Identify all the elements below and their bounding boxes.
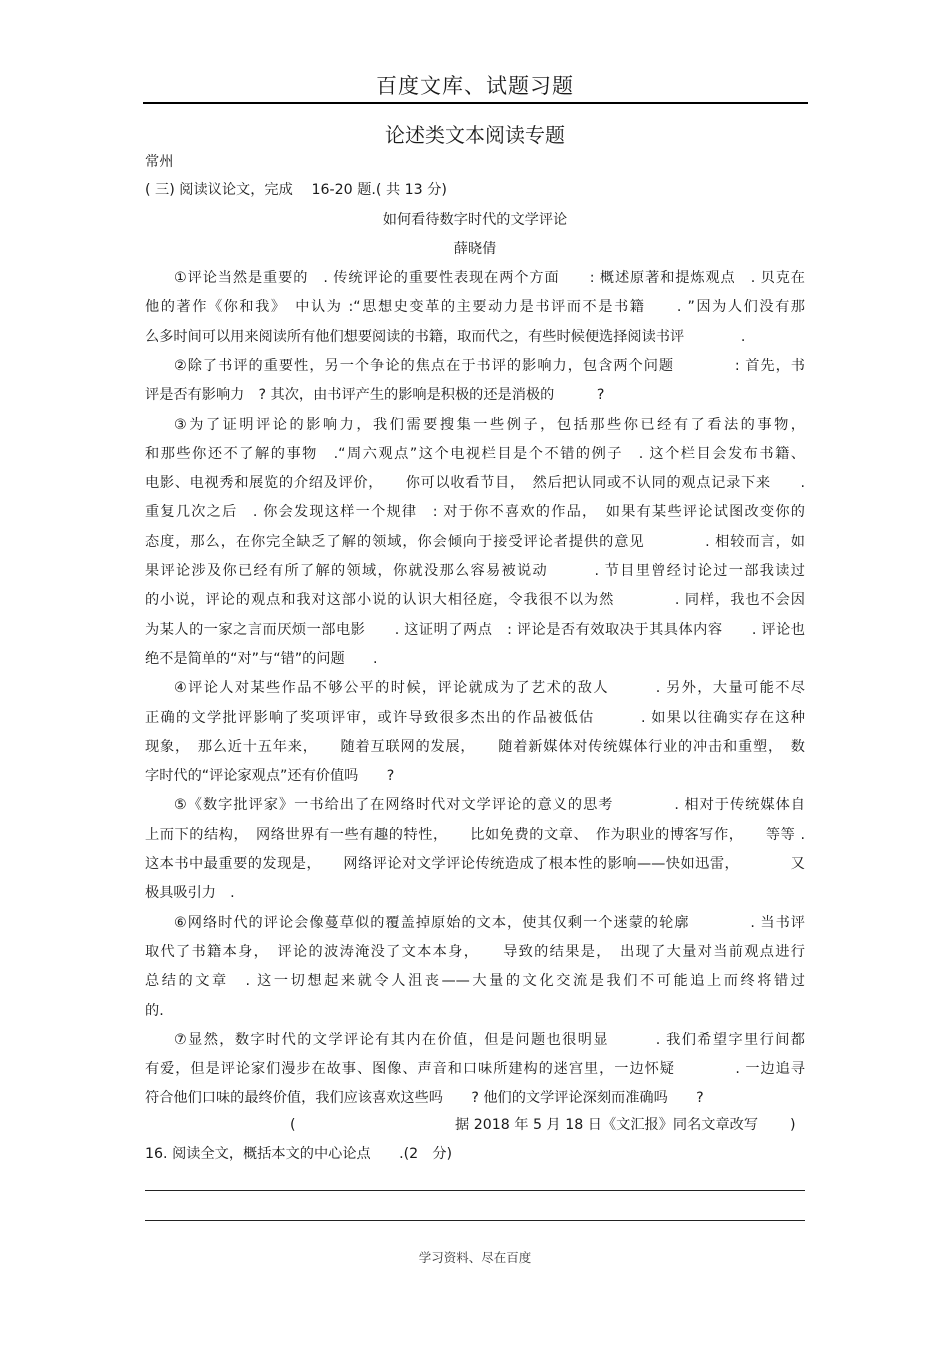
article-line: ②除了书评的重要性，另一个争论的焦点在于书评的影响力，包含两个问题 : 首先，书 [174, 358, 805, 374]
article-line: ④评论人对某些作品不够公平的时候，评论就成为了艺术的敌人 . 另外，大量可能不尽 [174, 680, 805, 696]
article-line: 和那些你还不了解的事物 .“周六观点”这个电视栏目是个不错的例子 . 这个栏目会发布书籍、 [145, 446, 805, 462]
article-line: ①评论当然是重要的 . 传统评论的重要性表现在两个方面 : 概述原著和提炼观点 . 贝克在 [174, 270, 805, 286]
article-line: ⑤《数字批评家》一书给出了在网络时代对文学评论的意义的思考 . 相对于传统媒体自 [174, 797, 805, 813]
article-line: 为某人的一家之言而厌烦一部电影 . 这证明了两点 : 评论是否有效取决于其具体内容 . 评论也 [145, 622, 805, 638]
article-line: 电影、电视秀和展览的介绍及评价， 你可以收看节目， 然后把认同或不认同的观点记录下来 . [145, 475, 805, 491]
article-line: 么多时间可以用来阅读所有他们想要阅读的书籍，取而代之，有些时候便选择阅读书评 . [145, 329, 746, 345]
article-line: 总结的文章 . 这一切想起来就令人沮丧——大量的文化交流是我们不可能追上而终将错过 [145, 973, 805, 989]
article-line: 取代了书籍本身， 评论的波涛淹没了文本本身， 导致的结果是， 出现了大量对当前观点进行 [145, 944, 805, 960]
source-open-paren: ( [290, 1117, 296, 1133]
question-16: 16. 阅读全文，概括本文的中心论点 .(2 分) [145, 1146, 453, 1162]
region-label: 常州 [145, 154, 174, 170]
article-line: 极具吸引力 . [145, 885, 235, 901]
source-note: 据 2018 年 5 月 18 日《文汇报》同名文章改写 [455, 1117, 759, 1133]
header-divider [143, 102, 808, 104]
answer-line[interactable] [145, 1190, 805, 1191]
source-close-paren: ) [790, 1117, 796, 1133]
article-line: 绝不是简单的“对”与“错”的问题 . [145, 651, 378, 667]
article-line: 果评论涉及你已经有所了解的领域，你就没那么容易被说动 . 节目里曾经讨论过一部我读过 [145, 563, 805, 579]
article-line: 上而下的结构， 网络世界有一些有趣的特性， 比如免费的文章、 作为职业的博客写作， 等等 . [145, 827, 805, 843]
section-intro: ( 三) 阅读议论文，完成 16-20 题.( 共 13 分) [145, 182, 447, 198]
article-author: 薛晓倩 [453, 241, 497, 257]
article-line: 评是否有影响力 ? 其次，由书评产生的影响是积极的还是消极的 ? [145, 387, 605, 403]
document-title: 论述类文本阅读专题 [385, 123, 565, 147]
article-line: 重复几次之后 . 你会发现这样一个规律 : 对于你不喜欢的作品， 如果有某些评论试图改变你的 [145, 504, 805, 520]
answer-line[interactable] [145, 1220, 805, 1221]
article-line: 他的著作《你和我》 中认为 :“思想史变革的主要动力是书评而不是书籍 . ”因为人们没有那 [145, 299, 805, 315]
article-line: 的小说，评论的观点和我对这部小说的认识大相径庭，令我很不以为然 . 同样，我也不会因 [145, 592, 805, 608]
header-title: 百度文库、试题习题 [376, 74, 574, 98]
article-line: 正确的文学批评影响了奖项评审，或许导致很多杰出的作品被低估 . 如果以往确实存在这种 [145, 710, 805, 726]
article-line: 这本书中最重要的发现是， 网络评论对文学评论传统造成了根本性的影响——快如迅雷， 又 [145, 856, 805, 872]
article-line: 字时代的“评论家观点”还有价值吗 ? [145, 768, 395, 784]
article-line: ⑦显然，数字时代的文学评论有其内在价值，但是问题也很明显 . 我们希望字里行间都 [174, 1032, 805, 1048]
article-line: ③为了证明评论的影响力，我们需要搜集一些例子，包括那些你已经有了看法的事物， [174, 417, 805, 433]
page-footer: 学习资料、尽在百度 [418, 1250, 532, 1265]
article-line: 符合他们口味的最终价值，我们应该喜欢这些吗 ? 他们的文学评论深刻而准确吗 ? [145, 1090, 704, 1106]
article-line: ⑥网络时代的评论会像蔓草似的覆盖掉原始的文本，使其仅剩一个迷蒙的轮廓 . 当书评 [174, 915, 805, 931]
article-line: 有爱，但是评论家们漫步在故事、图像、声音和口味所建构的迷宫里，一边怀疑 . 一边追寻 [145, 1061, 805, 1077]
article-line: 态度，那么，在你完全缺乏了解的领域，你会倾向于接受评论者提供的意见 . 相较而言，如 [145, 534, 805, 550]
article-line: 的. [145, 1003, 164, 1019]
article-line: 现象， 那么近十五年来， 随着互联网的发展， 随着新媒体对传统媒体行业的冲击和重塑， 数 [145, 739, 805, 755]
article-title: 如何看待数字时代的文学评论 [382, 212, 568, 228]
